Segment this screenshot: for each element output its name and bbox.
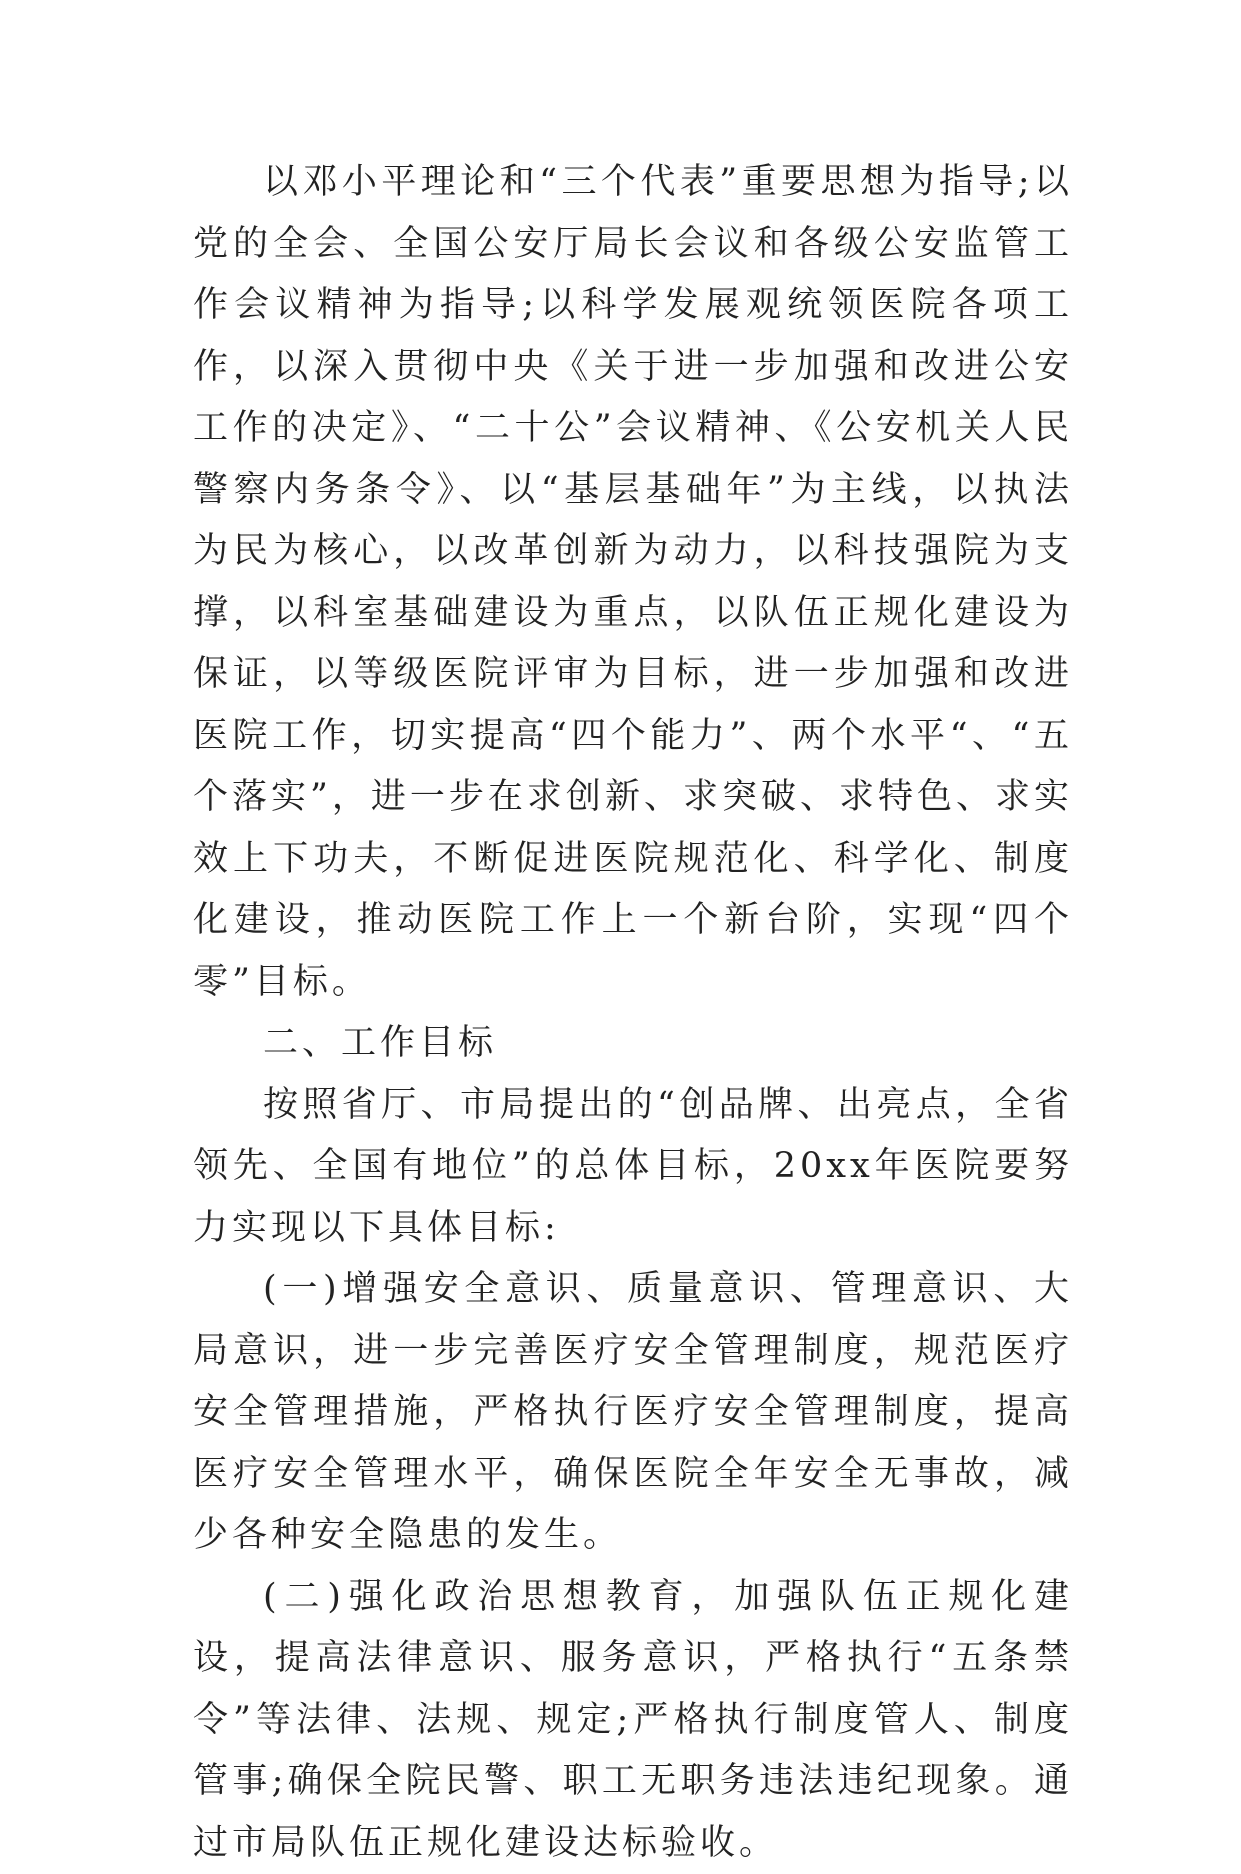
goal-item-1: (一)增强安全意识、质量意识、管理意识、大局意识，进一步完善医疗安全管理制度，规范医疗安全管理措施，严格执行医疗安全管理制度，提高医疗安全管理水平，确保医院全年安全无事故，减少各种安全隐患的发生。 <box>193 1259 1073 1567</box>
section-heading-work-goals: 二、工作目标 <box>193 1013 1073 1075</box>
guiding-ideology-paragraph: 以邓小平理论和“三个代表”重要思想为指导;以党的全会、全国公安厅局长会议和各级公安监管工作会议精神为指导;以科学发展观统领医院各项工作，以深入贯彻中央《关于进一步加强和改进公安工作的决定》、“二十公”会议精神、《公安机关人民警察内务条令》、以“基层基础年”为主线，以执法为民为核心，以改革创新为动力，以科技强院为支撑，以科室基础建设为重点，以队伍正规化建设为保证，以等级医院评审为目标，进一步加强和改进医院工作，切实提高“四个能力”、两个水平“、“五个落实”，进一步在求创新、求突破、求特色、求实效上下功夫，不断促进医院规范化、科学化、制度化建设，推动医院工作上一个新台阶，实现“四个零”目标。 <box>193 152 1073 1013</box>
document-body <box>193 152 1073 1874</box>
goal-item-2: (二)强化政治思想教育，加强队伍正规化建设，提高法律意识、服务意识，严格执行“五条禁令”等法律、法规、规定;严格执行制度管人、制度管事;确保全院民警、职工无职务违法违纪现象。通过市局队伍正规化建设达标验收。 <box>193 1567 1073 1874</box>
goals-intro-paragraph: 按照省厅、市局提出的“创品牌、出亮点，全省领先、全国有地位”的总体目标，20xx年医院要努力实现以下具体目标: <box>193 1075 1073 1260</box>
